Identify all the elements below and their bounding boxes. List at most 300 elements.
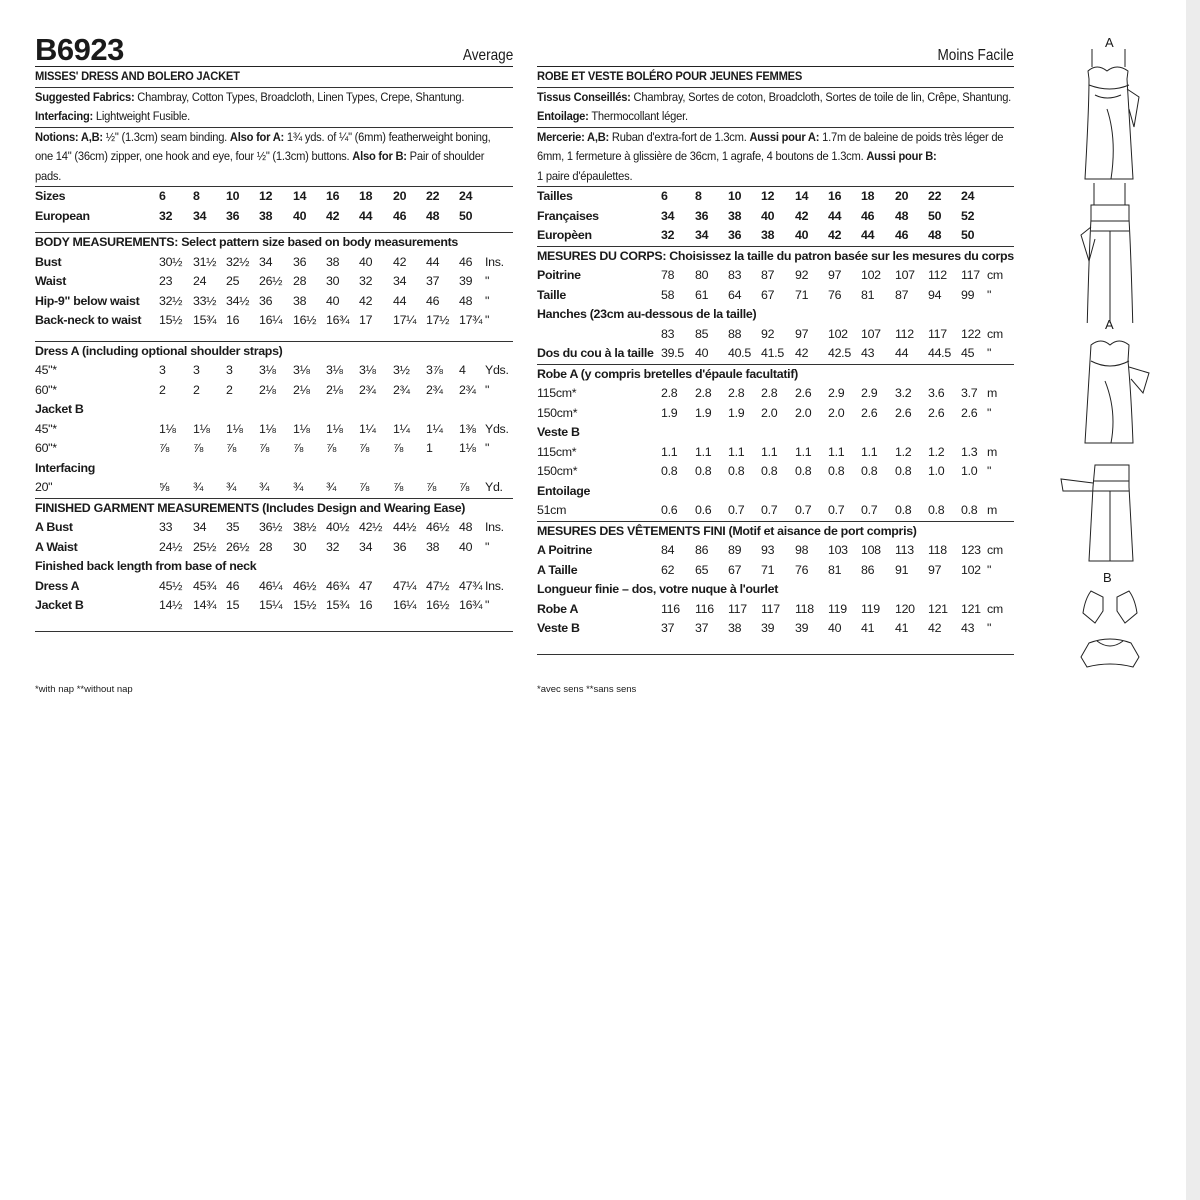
cell-value: ⅞	[359, 480, 370, 494]
fr-notions-text: 6mm, 1 fermeture à glissière de 36cm, 1 agrafe, 4 boutons de 1.3cm.	[537, 149, 867, 163]
cell-value: 36	[226, 208, 240, 223]
row-label: Poitrine	[537, 268, 581, 282]
cell-value: ¾	[326, 480, 337, 494]
cell-value: 15¾	[326, 598, 350, 612]
cell-value: 93	[761, 543, 775, 557]
cell-value: 36	[695, 208, 709, 223]
cell-value: 78	[661, 268, 675, 282]
en-dressA-rows	[35, 361, 513, 400]
unit-label: Ins.	[485, 520, 504, 534]
unit-label: m	[987, 503, 998, 517]
en-fabrics	[35, 88, 465, 108]
cell-value: 44½	[393, 520, 417, 534]
cell-value: 0.7	[728, 503, 745, 517]
table-row	[537, 443, 1014, 463]
cell-value: 15½	[159, 313, 183, 327]
fr-backlength-rows	[537, 600, 1014, 639]
cell-value: 18	[861, 189, 875, 203]
cell-value: 3⅛	[293, 363, 310, 377]
cell-value: 36	[728, 228, 742, 242]
cell-value: 16	[226, 313, 240, 327]
cell-value: ⅝	[159, 480, 170, 494]
cell-value: 25	[226, 274, 240, 288]
cell-value: 17	[359, 313, 373, 327]
cell-value: 40	[293, 208, 307, 223]
cell-value: 3	[226, 363, 233, 377]
en-fabrics-label: Suggested Fabrics:	[35, 89, 135, 104]
row-label: Françaises	[537, 208, 599, 223]
cell-value: 0.8	[661, 464, 678, 478]
cell-value: 6	[159, 189, 166, 203]
cell-value: 43	[961, 621, 975, 635]
unit-label: "	[987, 621, 992, 635]
cell-value: 33	[159, 520, 173, 534]
cell-value: 46	[861, 208, 875, 223]
sketch-label-a-top: A	[1105, 35, 1114, 50]
cell-value: 44	[861, 228, 875, 242]
cell-value: 35	[226, 520, 240, 534]
cell-value: 15¼	[259, 598, 283, 612]
cell-value: 14¾	[193, 598, 217, 612]
en-notions-text: 1¾ yds. of ¼" (6mm) featherweight boning,	[284, 129, 491, 144]
cell-value: 24½	[159, 539, 183, 554]
unit-label: "	[987, 464, 992, 478]
cell-value: 40	[695, 346, 709, 360]
table-row	[35, 538, 513, 558]
cell-value: 40	[459, 539, 473, 554]
cell-value: 16¾	[326, 313, 350, 327]
sketch-label-b: B	[1103, 570, 1112, 585]
fr-title-block	[537, 67, 1014, 88]
cell-value: 34	[695, 228, 709, 242]
cell-value: ⅞	[393, 480, 404, 494]
cell-value: 2.8	[761, 386, 778, 400]
cell-value: 3⅞	[426, 363, 443, 377]
row-label: 60"*	[35, 382, 57, 397]
cell-value: 30	[326, 274, 340, 288]
cell-value: 2.0	[761, 405, 778, 420]
cell-value: 48	[459, 293, 473, 308]
row-label: Dos du cou à la taille	[537, 346, 654, 360]
cell-value: 83	[661, 326, 675, 341]
cell-value: 0.7	[861, 503, 878, 517]
cell-value: 47	[359, 578, 373, 593]
cell-value: 39	[795, 621, 809, 635]
cell-value: 121	[928, 601, 948, 616]
fr-jacketB-heading: Veste B	[537, 425, 580, 439]
sketch-label-a-mid: A	[1105, 317, 1114, 332]
fr-interfacing-label: Entoilage:	[537, 109, 589, 123]
cell-value: 120	[895, 601, 915, 616]
cell-value: 44	[393, 293, 407, 308]
unit-label: Ins.	[485, 578, 504, 593]
fr-dos-rows	[537, 344, 1014, 364]
table-row	[537, 541, 1014, 561]
cell-value: 102	[961, 562, 981, 577]
cell-value: 44	[426, 254, 440, 269]
en-finished-rows	[35, 518, 513, 557]
cell-value: 67	[761, 287, 775, 302]
cell-value: 1.2	[928, 444, 945, 459]
cell-value: 1⅛	[193, 421, 210, 436]
cell-value: 81	[861, 287, 875, 302]
en-interfacing-text: Lightweight Fusible.	[93, 109, 190, 123]
cell-value: 34	[393, 274, 407, 288]
cell-value: 17¾	[459, 313, 483, 327]
table-row	[35, 381, 513, 401]
fr-notions-label: Mercerie: A,B:	[537, 129, 610, 144]
cell-value: 1¼	[426, 421, 443, 436]
cell-value: 16	[326, 189, 340, 203]
cell-value: 0.8	[895, 464, 912, 478]
cell-value: 34	[359, 539, 373, 554]
english-column	[35, 30, 513, 632]
cell-value: 16½	[293, 313, 317, 327]
cell-value: 123	[961, 543, 981, 557]
cell-value: 44	[828, 208, 842, 223]
cell-value: ⅞	[159, 441, 170, 455]
cell-value: 15½	[293, 598, 317, 612]
cell-value: 40	[359, 254, 373, 269]
unit-label: cm	[987, 601, 1003, 616]
cell-value: 15	[226, 598, 240, 612]
cell-value: 43	[861, 346, 875, 360]
cell-value: 12	[259, 189, 273, 203]
table-row	[537, 462, 1014, 482]
cell-value: 116	[695, 601, 714, 616]
cell-value: 2¾	[393, 382, 410, 397]
unit-label: "	[485, 598, 490, 612]
cell-value: 86	[861, 562, 875, 577]
cell-value: 32	[159, 208, 173, 223]
cell-value: 2.6	[795, 386, 812, 400]
cell-value: 46½	[426, 520, 450, 534]
row-label: Dress A	[35, 578, 80, 593]
cell-value: 119	[828, 601, 847, 616]
cell-value: 0.7	[828, 503, 845, 517]
pattern-code: B6923	[35, 32, 124, 67]
fr-footnote: *avec sens **sans sens	[537, 684, 637, 695]
cell-value: 58	[661, 287, 675, 302]
unit-label: cm	[987, 543, 1003, 557]
cell-value: 42.5	[828, 346, 851, 360]
row-label: 51cm	[537, 503, 567, 517]
cell-value: 38	[728, 621, 742, 635]
cell-value: 46	[426, 293, 440, 308]
cell-value: 47¾	[459, 578, 483, 593]
cell-value: 39.5	[661, 346, 684, 360]
cell-value: 16¼	[393, 598, 417, 612]
fr-fabrics-label: Tissus Conseillés:	[537, 89, 631, 104]
en-header	[35, 30, 513, 67]
fr-finished-rows	[537, 541, 1014, 580]
cell-value: 15¾	[193, 313, 217, 327]
cell-value: 119	[861, 601, 880, 616]
cell-value: 28	[259, 539, 273, 554]
cell-value: 37	[426, 274, 440, 288]
fr-dressA-heading: Robe A (y compris bretelles d'épaule facultatif)	[537, 366, 798, 381]
cell-value: 30½	[159, 254, 183, 269]
en-sizes-block	[35, 187, 513, 233]
cell-value: 2.6	[928, 405, 945, 420]
cell-value: 2.0	[795, 405, 812, 420]
cell-value: 98	[795, 543, 809, 557]
unit-label: Yd.	[485, 480, 503, 494]
fr-notions-text: Ruban d'extra-fort de 1.3cm.	[609, 129, 750, 144]
en-notions-line-1	[35, 128, 491, 148]
garment-sketches	[1055, 35, 1165, 675]
cell-value: 1	[426, 441, 433, 455]
en-body-heading: BODY MEASUREMENTS: Select pattern size based on body measurements	[35, 235, 458, 249]
cell-value: 118	[928, 543, 947, 557]
cell-value: 1⅛	[159, 421, 176, 436]
cell-value: 42	[795, 346, 809, 360]
cell-value: ⅞	[359, 441, 370, 455]
unit-label: "	[987, 287, 992, 302]
cell-value: 2.6	[895, 405, 912, 420]
cell-value: 46	[459, 254, 473, 269]
cell-value: 71	[761, 562, 775, 577]
cell-value: 40	[828, 621, 842, 635]
cell-value: 71	[795, 287, 809, 302]
cell-value: 25½	[193, 539, 217, 554]
row-label: Sizes	[35, 189, 66, 203]
cell-value: 0.8	[761, 464, 778, 478]
cell-value: 2⅛	[326, 382, 343, 397]
cell-value: 20	[393, 189, 407, 203]
cell-value: 89	[728, 543, 742, 557]
cell-value: 1.1	[695, 444, 712, 459]
fr-title: ROBE ET VESTE BOLÉRO POUR JEUNES FEMMES	[537, 69, 803, 83]
cell-value: 122	[961, 326, 981, 341]
cell-value: 16	[359, 598, 373, 612]
cell-value: 2.0	[828, 405, 845, 420]
unit-label: "	[485, 274, 490, 288]
en-backlength-rows	[35, 577, 513, 616]
en-jacketB-heading: Jacket B	[35, 402, 84, 416]
cell-value: 1⅜	[459, 421, 476, 436]
cell-value: 1⅛	[293, 421, 310, 436]
cell-value: 44	[359, 208, 373, 223]
cell-value: 1.1	[661, 444, 678, 459]
en-jacketB-rows	[35, 420, 513, 459]
cell-value: 2.9	[861, 386, 878, 400]
cell-value: 40½	[326, 520, 350, 534]
fr-hanches-heading: Hanches (23cm au-dessous de la taille)	[537, 307, 757, 321]
table-row	[35, 272, 513, 292]
cell-value: 2¾	[459, 382, 476, 397]
dress-a-front-sketch	[1055, 49, 1165, 189]
table-row	[537, 344, 1014, 364]
cell-value: 36	[293, 254, 307, 269]
table-row	[35, 253, 513, 273]
cell-value: 1.9	[728, 405, 745, 420]
cell-value: 92	[761, 326, 775, 341]
unit-label: Ins.	[485, 254, 504, 269]
cell-value: 46¾	[326, 578, 350, 593]
cell-value: 8	[193, 189, 200, 203]
cell-value: 2⅛	[259, 382, 276, 397]
cell-value: 50	[961, 228, 975, 242]
cell-value: 2¾	[359, 382, 376, 397]
cell-value: ⅞	[226, 441, 237, 455]
cell-value: 88	[728, 326, 742, 341]
cell-value: 1.1	[861, 444, 878, 459]
row-label: Waist	[35, 274, 67, 288]
cell-value: 16¼	[259, 313, 283, 327]
cell-value: 41	[861, 621, 875, 635]
cell-value: 117	[928, 326, 947, 341]
table-row	[35, 420, 513, 440]
cell-value: 32½	[159, 293, 183, 308]
cell-value: ¾	[259, 480, 270, 494]
cell-value: 40.5	[728, 346, 751, 360]
cell-value: ⅞	[459, 480, 470, 494]
cell-value: 1⅛	[326, 421, 343, 436]
fr-body-heading: MESURES DU CORPS: Choisissez la taille du patron basée sur les mesures du corps	[537, 248, 1014, 263]
cell-value: 118	[795, 601, 814, 616]
cell-value: 0.6	[695, 503, 712, 517]
cell-value: 47¼	[393, 578, 417, 593]
cell-value: 94	[928, 287, 942, 302]
cell-value: 62	[661, 562, 675, 577]
cell-value: 42½	[359, 520, 383, 534]
unit-label: "	[485, 313, 490, 327]
cell-value: 40	[761, 208, 775, 223]
cell-value: 48	[895, 208, 909, 223]
unit-label: "	[485, 382, 490, 397]
cell-value: 42	[795, 208, 809, 223]
cell-value: 3⅛	[359, 363, 376, 377]
fr-dressA-rows	[537, 384, 1014, 423]
cell-value: 97	[928, 562, 942, 577]
unit-label: "	[987, 562, 992, 577]
cell-value: 2	[226, 382, 233, 397]
table-row	[35, 292, 513, 312]
cell-value: 3.7	[961, 386, 978, 400]
row-label: Tailles	[537, 189, 573, 203]
cell-value: 2.6	[861, 405, 878, 420]
cell-value: 0.8	[961, 503, 978, 517]
cell-value: 16¾	[459, 598, 483, 612]
cell-value: 1¼	[359, 421, 376, 436]
cell-value: 42	[326, 208, 340, 223]
cell-value: 117	[728, 601, 747, 616]
cell-value: 2.9	[828, 386, 845, 400]
cell-value: 40	[795, 228, 809, 242]
cell-value: 83	[728, 268, 742, 282]
cell-value: 102	[828, 326, 848, 341]
cell-value: 1¼	[393, 421, 410, 436]
cell-value: ⅞	[259, 441, 270, 455]
cell-value: 42	[928, 621, 942, 635]
cell-value: 2.8	[728, 386, 745, 400]
cell-value: 45¾	[193, 578, 217, 593]
cell-value: 117	[761, 601, 780, 616]
cell-value: 2⅛	[293, 382, 310, 397]
cell-value: 38	[761, 228, 775, 242]
en-notions-line-3: pads.	[35, 168, 62, 183]
table-row	[35, 478, 513, 498]
cell-value: 1.1	[795, 444, 812, 459]
cell-value: 1.1	[828, 444, 845, 459]
cell-value: 1⅛	[226, 421, 243, 436]
row-label: 20"	[35, 480, 53, 494]
page-edge-strip	[1186, 0, 1200, 1200]
cell-value: 80	[695, 268, 709, 282]
cell-value: 42	[359, 293, 373, 308]
row-label: 150cm*	[537, 405, 578, 420]
cell-value: 64	[728, 287, 742, 302]
cell-value: 52	[961, 208, 975, 223]
cell-value: 18	[359, 189, 373, 203]
cell-value: 48	[426, 208, 440, 223]
en-yardage-block	[35, 342, 513, 499]
cell-value: 34	[661, 208, 675, 223]
cell-value: 2¾	[426, 382, 443, 397]
row-label: Hip-9" below waist	[35, 293, 140, 308]
unit-label: "	[987, 405, 992, 420]
row-label: European	[35, 208, 90, 223]
cell-value: 108	[861, 543, 881, 557]
cell-value: 87	[895, 287, 909, 302]
cell-value: 26½	[226, 539, 250, 554]
fr-sizes-block	[537, 187, 1014, 247]
cell-value: 22	[426, 189, 440, 203]
cell-value: 1.0	[928, 464, 945, 478]
en-interfacing-heading: Interfacing	[35, 460, 96, 475]
en-body-block	[35, 233, 513, 342]
cell-value: 36	[393, 539, 407, 554]
cell-value: 97	[795, 326, 809, 341]
cell-value: 76	[795, 562, 809, 577]
fr-fabrics-block	[537, 88, 1014, 128]
cell-value: 92	[795, 268, 809, 282]
cell-value: 34	[193, 520, 207, 534]
fr-notions-line-1	[537, 128, 1004, 148]
cell-value: ⅞	[326, 441, 337, 455]
row-label: 45"*	[35, 363, 57, 377]
cell-value: 1.9	[695, 405, 712, 420]
en-notions-alsoB: Also for B:	[352, 149, 407, 163]
unit-label: m	[987, 386, 998, 400]
cell-value: 45	[961, 346, 975, 360]
table-row	[35, 439, 513, 459]
fr-notions-alsoB: Aussi pour B:	[866, 149, 937, 163]
cell-value: 28	[293, 274, 307, 288]
table-row	[537, 619, 1014, 639]
cell-value: 97	[828, 268, 842, 282]
cell-value: 14½	[159, 598, 183, 612]
cell-value: 1.1	[761, 444, 778, 459]
cell-value: 0.8	[928, 503, 945, 517]
cell-value: 2.6	[961, 405, 978, 420]
fr-notions-text: 1.7m de baleine de poids très léger de	[819, 129, 1004, 144]
fr-notions-line-3: 1 paire d'épaulettes.	[537, 168, 633, 183]
cell-value: 67	[728, 562, 742, 577]
fr-body-block	[537, 247, 1014, 365]
cell-value: 113	[895, 543, 914, 557]
cell-value: ⅞	[293, 441, 304, 455]
en-backlength-heading: Finished back length from base of neck	[35, 559, 257, 573]
fr-finished-block	[537, 522, 1014, 655]
cell-value: 2	[193, 382, 200, 397]
row-label: Taille	[537, 287, 566, 302]
en-interfacing-rows	[35, 478, 513, 498]
cell-value: 14	[293, 189, 307, 203]
cell-value: 23	[159, 274, 173, 288]
cell-value: 38	[326, 254, 340, 269]
